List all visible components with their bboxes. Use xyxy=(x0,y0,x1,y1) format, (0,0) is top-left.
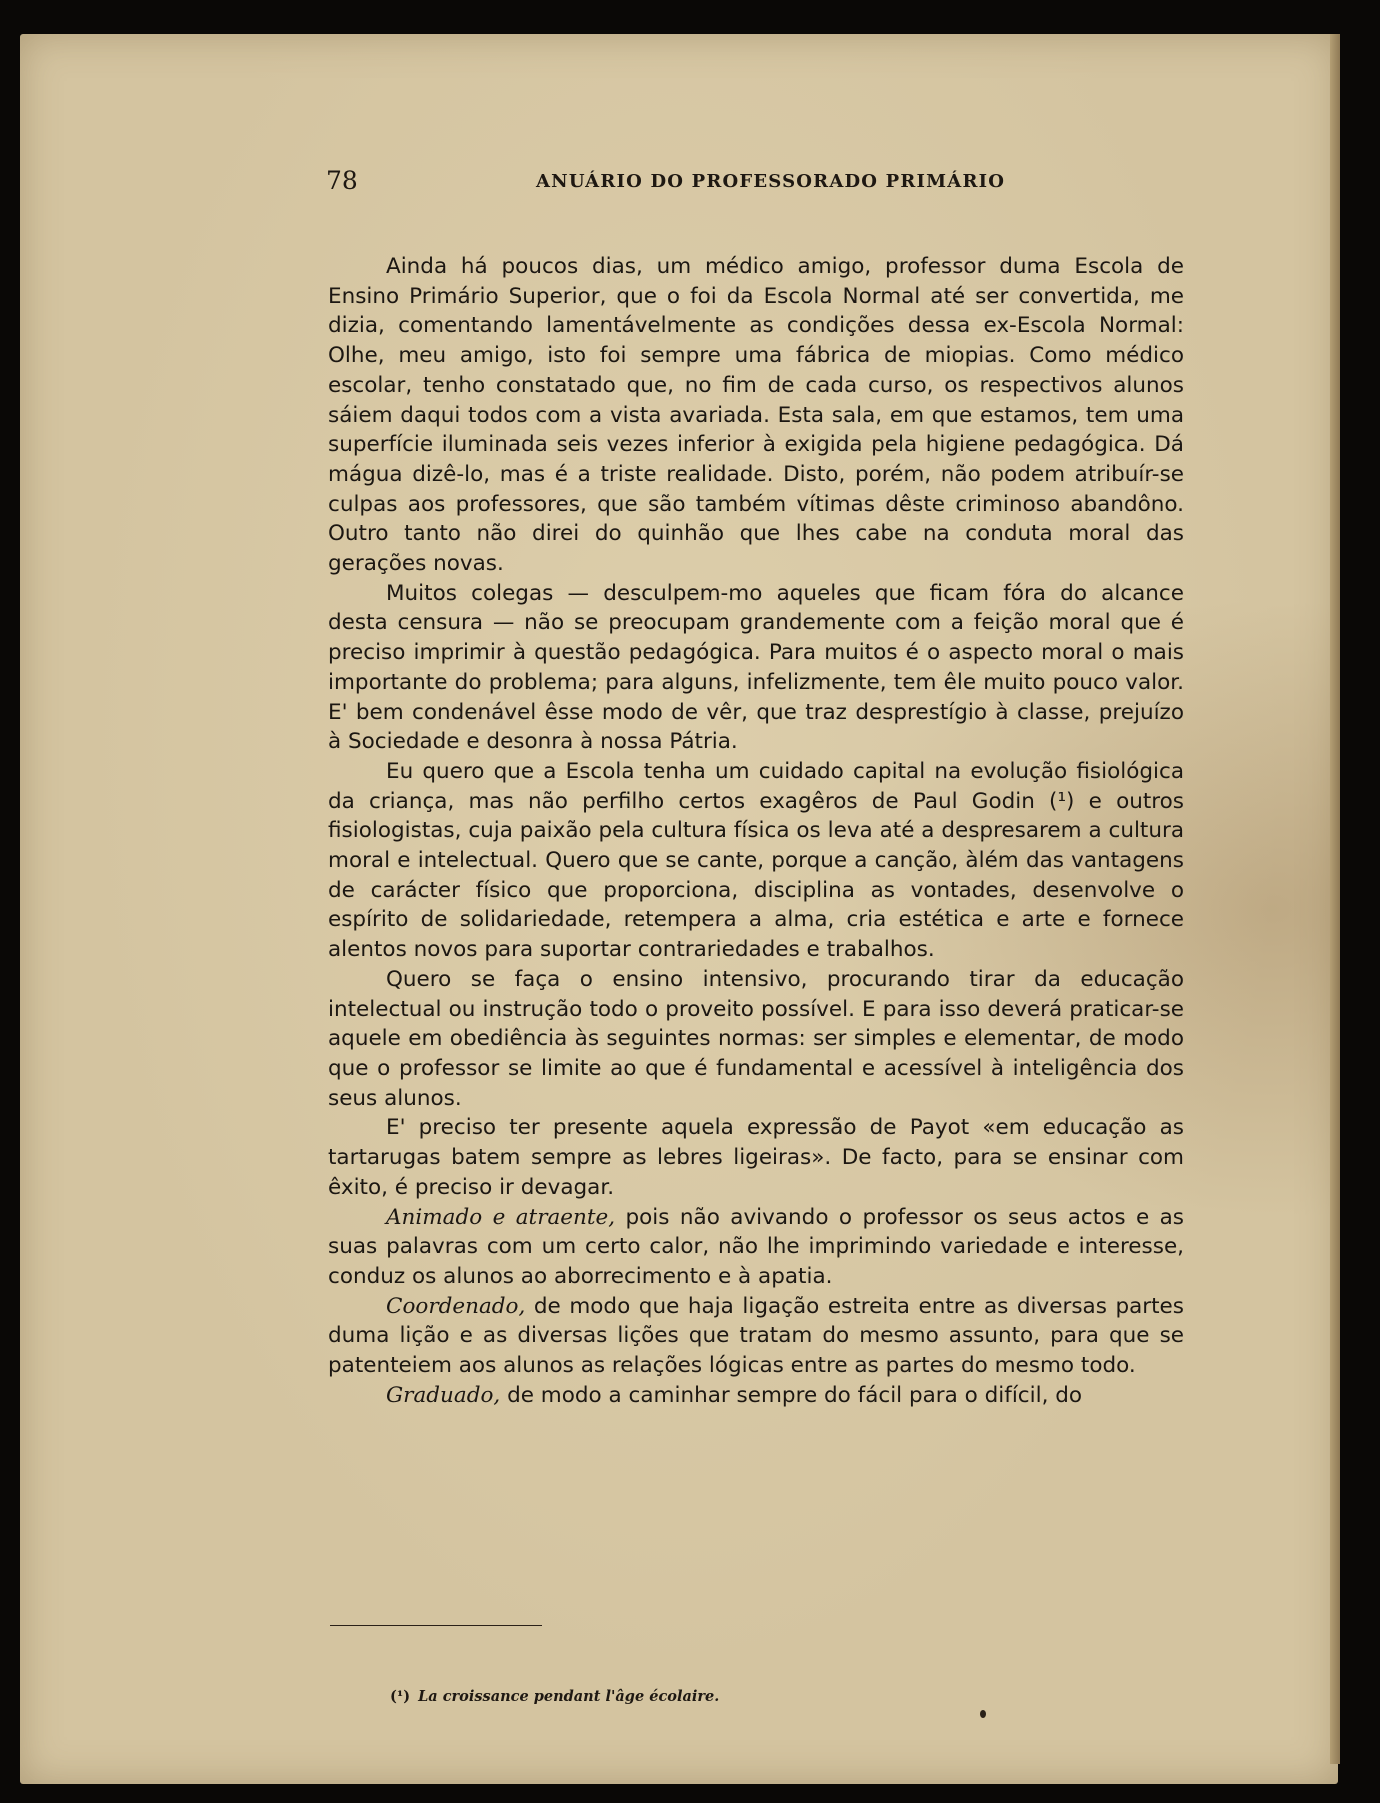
running-title: ANUÁRIO DO PROFESSORADO PRIMÁRIO xyxy=(536,171,1006,192)
footnote-rule xyxy=(330,1625,542,1626)
paragraph-lead: Animado e atraente, xyxy=(386,1204,616,1230)
paragraph-4 xyxy=(328,965,1184,1114)
paragraph-1 xyxy=(328,252,1184,579)
paragraph-5 xyxy=(328,1113,1184,1202)
footnote-marker: (¹) xyxy=(390,1688,411,1705)
ink-speck xyxy=(980,1710,986,1718)
paragraph-8 xyxy=(328,1381,1184,1411)
page-number: 78 xyxy=(326,166,358,195)
footnote xyxy=(390,1688,719,1705)
paragraph-7 xyxy=(328,1292,1184,1381)
body-text xyxy=(328,252,1184,1410)
page-header xyxy=(326,166,1034,202)
paragraph-text: E' preciso ter presente aquela expressão de Payot «em educação as tartarugas batem sempre as lebres ligeiras». De facto, para se ensinar com êxito, é preciso ir devagar. xyxy=(328,1115,1184,1200)
footnote-text: La croissance pendant l'âge écolaire. xyxy=(418,1688,720,1705)
paragraph-text: de modo a caminhar sempre do fácil para o difícil, do xyxy=(500,1382,1083,1408)
paragraph-6 xyxy=(328,1203,1184,1292)
paragraph-lead: Coordenado, xyxy=(386,1293,526,1319)
paragraph-text: Muitos colegas — desculpem-mo aqueles que ficam fóra do alcance desta censura — não se preocupam grandemente com a feição moral que é preciso imprimir à questão pedagógica. Para muitos é o aspecto moral o mais importante do problema; para alguns, infelizmente, tem êle muito pouco valor. E' bem condenável êsse modo de vêr, que traz desprestígio à classe, prejuízo à Sociedade e desonra à nossa Pátria. xyxy=(328,580,1184,755)
paragraph-text: Eu quero que a Escola tenha um cuidado capital na evolução fisiológica da criança, mas não perfilho certos exagêros de Paul Godin (¹) e outros fisiologistas, cuja paixão pela cultura física os leva até a despresarem a cultura moral e intelectual. Quero que se cante, porque a canção, àlém das vantagens de carácter físico que proporciona, disciplina as vontades, desenvolve o espírito de solidariedade, retempera a alma, cria estética e arte e fornece alentos novos para suportar contrariedades e trabalhos. xyxy=(328,758,1184,963)
paragraph-text: Quero se faça o ensino intensivo, procurando tirar da educação intelectual ou instrução todo o proveito possível. E para isso deverá praticar-se aquele em obediência às seguintes normas: ser simples e elementar, de modo que o professor se limite ao que é fundamental e acessível à inteligência dos seus alunos. xyxy=(328,966,1184,1111)
paragraph-text: de modo que haja ligação estreita entre as diversas partes duma lição e as diversas lições que tratam do mesmo assunto, para que se patenteiem aos alunos as relações lógicas entre as partes do mesmo todo. xyxy=(328,1293,1184,1379)
paragraph-2 xyxy=(328,579,1184,757)
page-edge xyxy=(1330,34,1340,1764)
paragraph-3 xyxy=(328,757,1184,965)
paragraph-lead: Graduado, xyxy=(386,1382,501,1408)
paragraph-text: Ainda há poucos dias, um médico amigo, professor duma Escola de Ensino Primário Superior, que o foi da Escola Normal até ser convertida, me dizia, comentando lamentávelmente as condições dessa ex-Escola Normal: Olhe, meu amigo, isto foi sempre uma fábrica de miopias. Como médico escolar, tenho constatado que, no fim de cada curso, os respectivos alunos sáiem daqui todos com a vista avariada. Esta sala, em que estamos, tem uma superfície iluminada seis vezes inferior à exigida pela higiene pedagógica. Dá mágua dizê-lo, mas é a triste realidade. Disto, porém, não podem atribuír-se culpas aos professores, que são também vítimas dêste criminoso abandôno. Outro tanto não direi do quinhão que lhes cabe na conduta moral das gerações novas. xyxy=(328,254,1184,577)
paragraph-text: pois não avivando o professor os seus actos e as suas palavras com um certo calor, não lhe imprimindo variedade e interesse, conduz os alunos ao aborrecimento e à apatia. xyxy=(328,1204,1184,1289)
